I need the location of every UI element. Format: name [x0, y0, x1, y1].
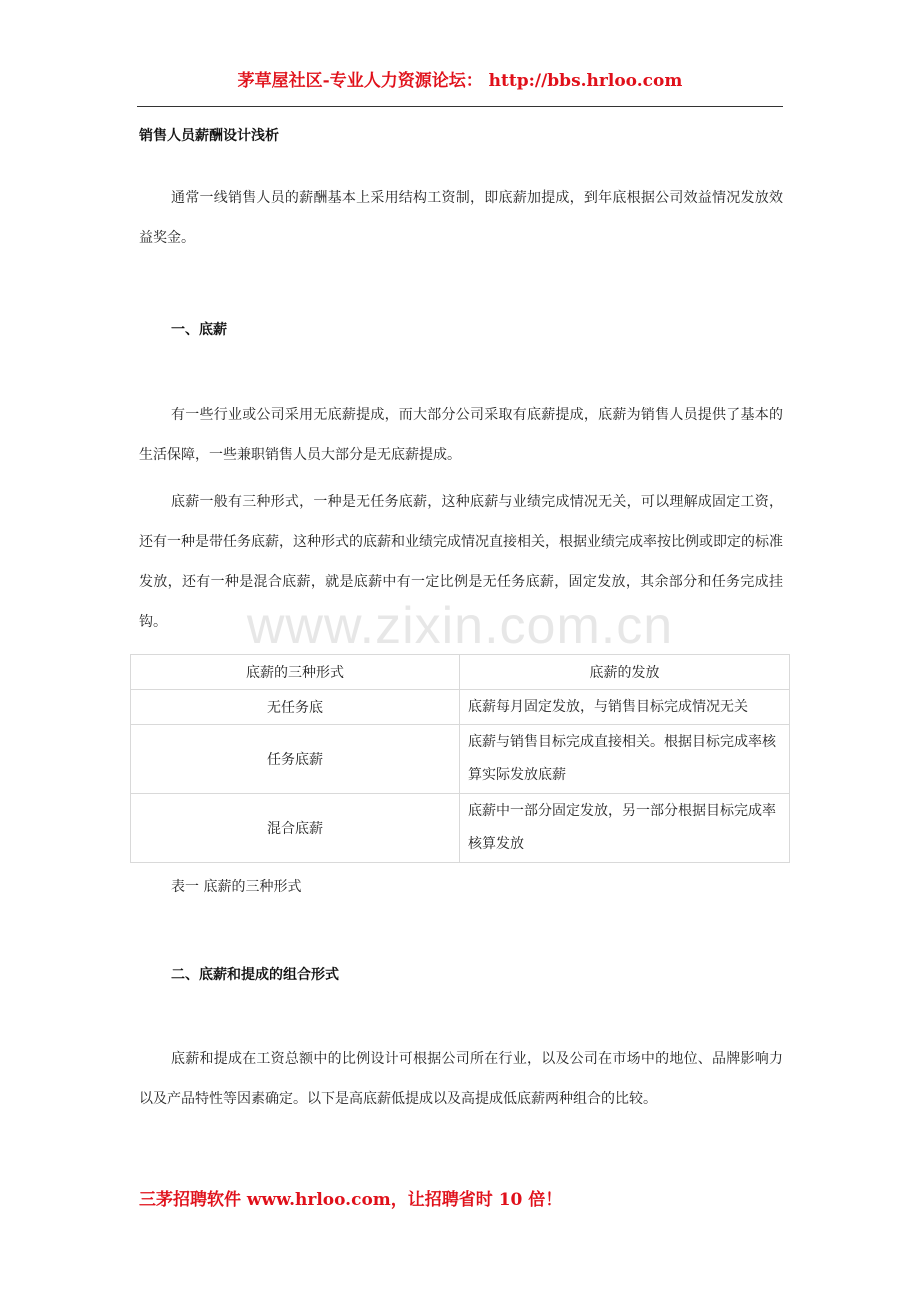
- table-cell-form: 无任务底: [131, 690, 460, 725]
- table-cell-payment: 底薪每月固定发放，与销售目标完成情况无关: [460, 690, 790, 725]
- section-heading-combination: 二、底薪和提成的组合形式: [171, 967, 339, 983]
- footer-advertisement: 三茅招聘软件 www.hrloo.com，让招聘省时 10 倍！: [139, 1190, 563, 1210]
- table-cell-form: 任务底薪: [131, 725, 460, 794]
- table-row: [131, 794, 790, 863]
- table-cell-payment: 底薪与销售目标完成直接相关。根据目标完成率核算实际发放底薪: [460, 725, 790, 794]
- header-title: 茅草屋社区-专业人力资源论坛： http://bbs.hrloo.com: [237, 71, 683, 91]
- table-cell-payment: 底薪中一部分固定发放，另一部分根据目标完成率核算发放: [460, 794, 790, 863]
- table-caption: 表一 底薪的三种形式: [171, 879, 302, 895]
- table-header-cell: 底薪的发放: [460, 655, 790, 690]
- watermark: www.zixin.com.cn: [246, 597, 674, 655]
- table-cell-form: 混合底薪: [131, 794, 460, 863]
- section-heading-base-salary: 一、底薪: [171, 322, 227, 338]
- paragraph-base-salary-2: 底薪一般有三种形式，一种是无任务底薪，这种底薪与业绩完成情况无关，可以理解成固定工资，还有一种是带任务底薪，这种形式的底薪和业绩完成情况直接相关，根据业绩完成率按比例或即定的标准发放，还有一种是混合底薪，就是底薪中有一定比例是无任务底薪，固定发放，其余部分和任务完成挂钩。: [139, 494, 783, 630]
- table-row: [131, 690, 790, 725]
- base-salary-table: [130, 654, 790, 863]
- paragraph-base-salary-1: 有一些行业或公司采用无底薪提成，而大部分公司采取有底薪提成，底薪为销售人员提供了基本的生活保障，一些兼职销售人员大部分是无底薪提成。: [139, 407, 783, 463]
- table-header-row: [131, 655, 790, 690]
- header-divider: [137, 106, 783, 107]
- paragraph-combination: 底薪和提成在工资总额中的比例设计可根据公司所在行业，以及公司在市场中的地位、品牌影响力以及产品特性等因素确定。以下是高底薪低提成以及高提成低底薪两种组合的比较。: [139, 1051, 783, 1107]
- document-title: 销售人员薪酬设计浅析: [139, 128, 279, 144]
- table-row: [131, 725, 790, 794]
- intro-paragraph: 通常一线销售人员的薪酬基本上采用结构工资制，即底薪加提成，到年底根据公司效益情况发放效益奖金。: [139, 190, 783, 246]
- table-header-cell: 底薪的三种形式: [131, 655, 460, 690]
